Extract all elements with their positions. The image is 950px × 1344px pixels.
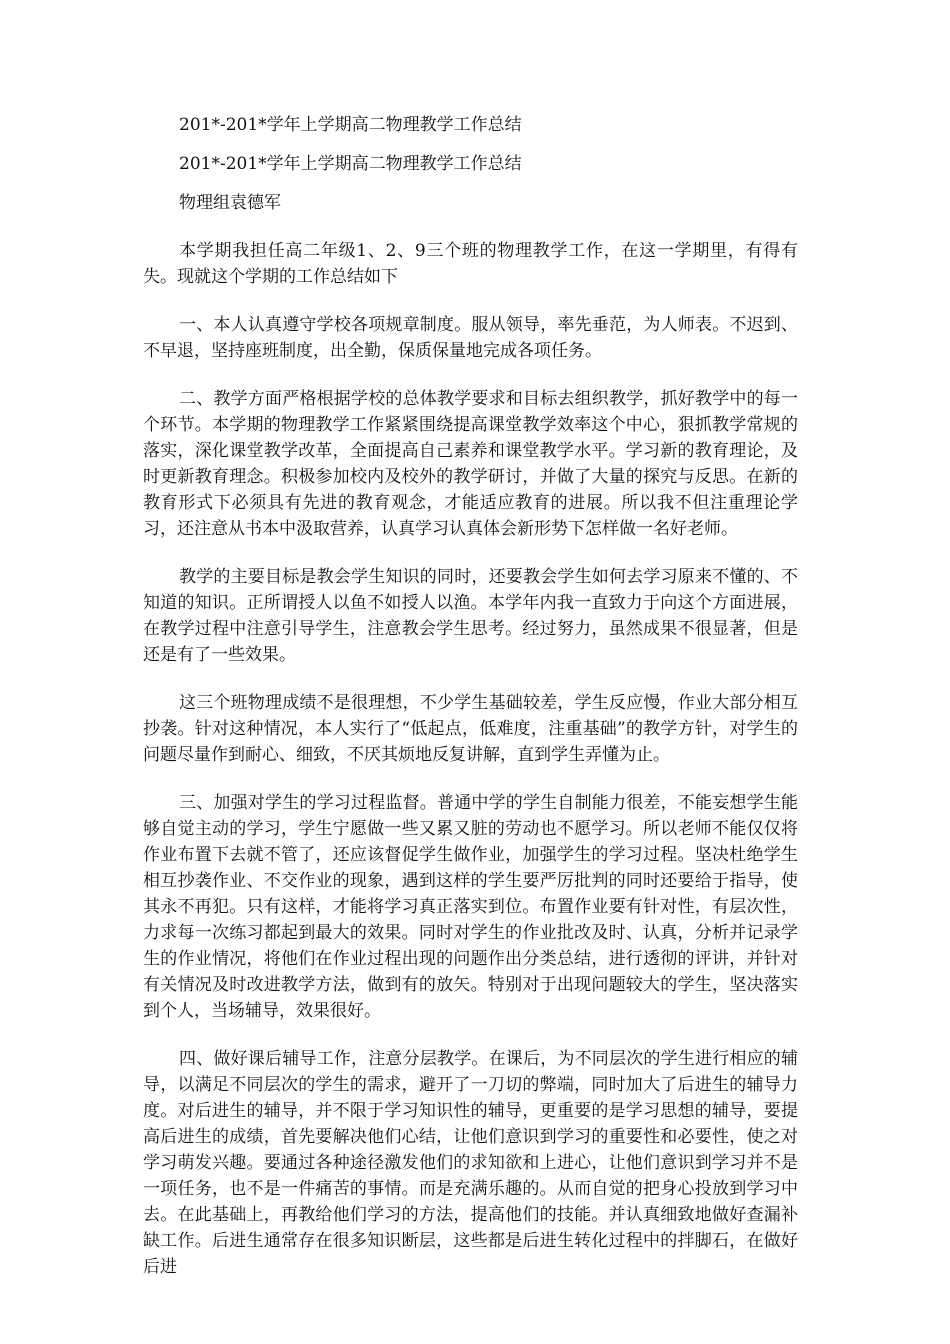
document-body (143, 112, 798, 1280)
paragraph-tutoring: 四、做好课后辅导工作，注意分层教学。在课后，为不同层次的学生进行相应的辅导，以满足不同层次的学生的需求，避开了一刀切的弊端，同时加大了后进生的辅导力度。对后进生的辅导，并不限于学习知识性的辅导，更重要的是学习思想的辅导，要提高后进生的成绩，首先要解决他们心结，让他们意识到学习的重要性和必要性，使之对学习萌发兴趣。要通过各种途径激发他们的求知欲和上进心，让他们意识到学习并不是一项任务，也不是一件痛苦的事情。而是充满乐趣的。从而自觉的把身心投放到学习中去。在此基础上，再教给他们学习的方法，提高他们的技能。并认真细致地做好查漏补缺工作。后进生通常存在很多知识断层，这些都是后进生转化过程中的拌脚石，在做好后进 (143, 1049, 798, 1277)
paragraph-intro: 本学期我担任高二年级1、2、9三个班的物理教学工作，在这一学期里，有得有失。现就这个学期的工作总结如下 (143, 241, 798, 287)
paragraph-teaching-goal: 教学的主要目标是教会学生知识的同时，还要教会学生如何去学习原来不懂的、不知道的知识。正所谓授人以鱼不如授人以渔。本学年内我一直致力于向这个方面进展，在教学过程中注意引导学生，注意教会学生思考。经过努力，虽然成果不很显著，但是还是有了一些效果。 (143, 567, 798, 665)
paragraph-discipline: 一、本人认真遵守学校各项规章制度。服从领导，率先垂范，为人师表。不迟到、不早退，坚持座班制度，出全勤，保质保量地完成各项任务。 (143, 315, 798, 361)
paragraph-class-performance: 这三个班物理成绩不是很理想，不少学生基础较差，学生反应慢，作业大部分相互抄袭。针对这种情况，本人实行了“低起点，低难度，注重基础”的教学方针，对学生的问题尽量作到耐心、细致，不厌其烦地反复讲解，直到学生弄懂为止。 (143, 693, 798, 765)
paragraph-teaching: 二、教学方面严格根据学校的总体教学要求和目标去组织教学，抓好教学中的每一个环节。本学期的物理教学工作紧紧围绕提高课堂教学效率这个中心，狠抓教学常规的落实，深化课堂教学改革，全面提高自己素养和课堂教学水平。学习新的教育理论，及时更新教育理念。积极参加校内及校外的教学研讨，并做了大量的探究与反思。在新的教育形式下必须具有先进的教育观念，才能适应教育的进展。所以我不但注重理论学习，还注意从书本中汲取营养，认真学习认真体会新形势下怎样做一名好老师。 (143, 389, 798, 539)
document-subtitle: 201*-201*学年上学期高二物理教学工作总结 (179, 154, 522, 174)
paragraph-supervision: 三、加强对学生的学习过程监督。普通中学的学生自制能力很差，不能妄想学生能够自觉主动的学习，学生宁愿做一些又累又脏的劳动也不愿学习。所以老师不能仅仅将作业布置下去就不管了，还应该督促学生做作业，加强学生的学习过程。坚决杜绝学生相互抄袭作业、不交作业的现象，遇到这样的学生要严厉批判的同时还要给于指导，使其永不再犯。只有这样，才能将学习真正落实到位。布置作业要有针对性，有层次性，力求每一次练习都起到最大的效果。同时对学生的作业批改及时、认真，分析并记录学生的作业情况，将他们在作业过程出现的问题作出分类总结，进行透彻的评讲，并针对有关情况及时改进教学方法，做到有的放矢。特别对于出现问题较大的学生，坚决落实到个人，当场辅导，效果很好。 (143, 793, 798, 1021)
document-title: 201*-201*学年上学期高二物理教学工作总结 (179, 115, 522, 135)
document-author: 物理组袁德军 (179, 193, 281, 213)
